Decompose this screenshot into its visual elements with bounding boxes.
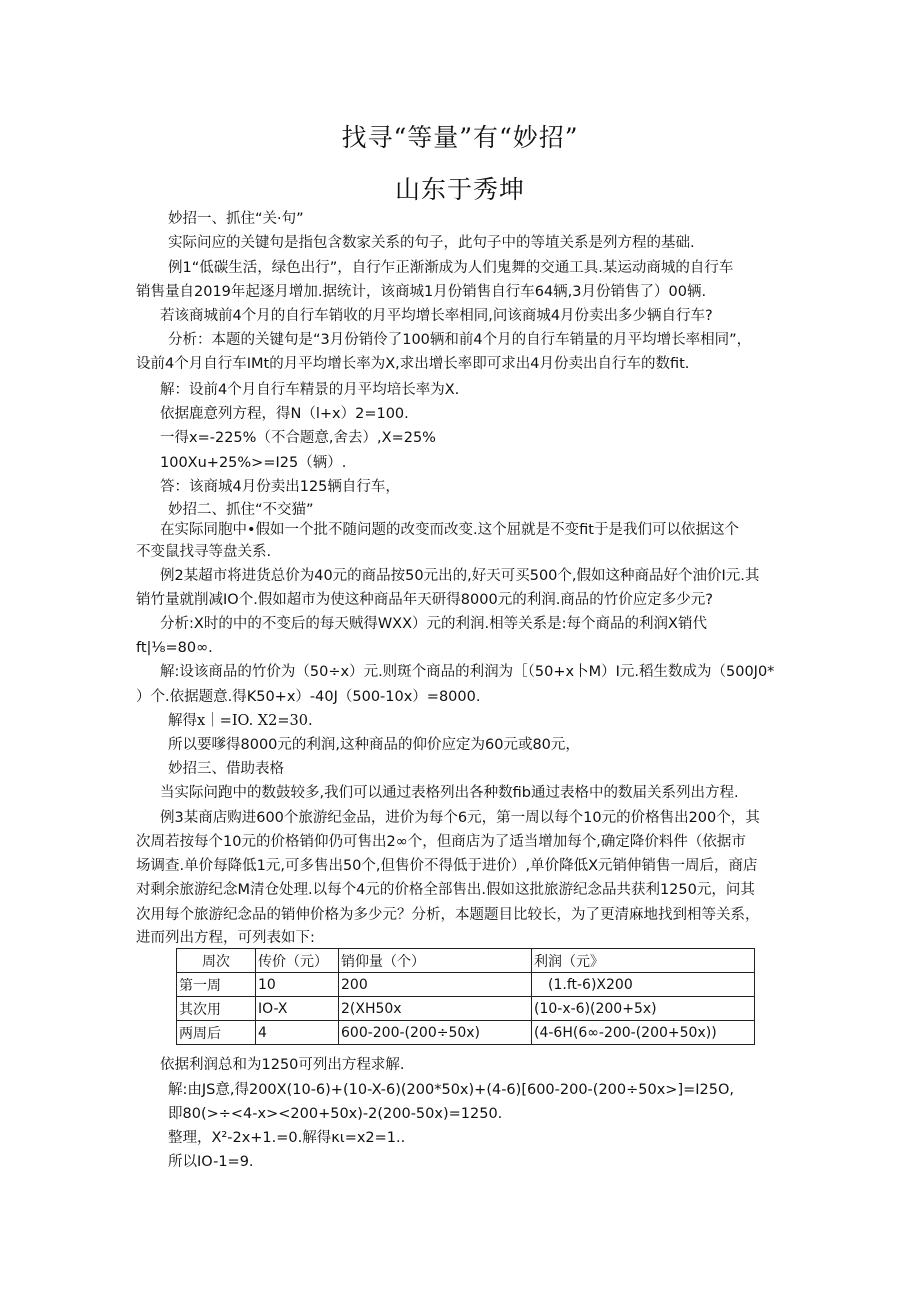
paragraph-line: 解:设该商品的竹价为（50÷x）元.则斑个商品的利润为［（50+x卜M）I元.稻生数成为（500J0* — [160, 664, 775, 680]
paragraph-line: 答：该商城4月份卖出125辆自行车， — [160, 479, 400, 495]
paragraph-line: 场调查.单价每降低1元,可多售出50个,但售价不得低于进价）,单价降低X元销伸销售一周后，商店 — [136, 858, 758, 874]
paragraph-line: ft|⅛=80∞. — [136, 640, 213, 656]
paragraph-line: 解:由JS意,得200X(10-6)+(10-X-6)(200*50x)+(4-6)[600-200-(200÷50x>]=I25O, — [168, 1082, 735, 1098]
table-cell: (4-6H(6∞-200-(200+50x)) — [532, 1021, 755, 1045]
table-header-cell: 传价（元） — [256, 949, 339, 973]
document-author: 山东于秀坤 — [394, 175, 525, 204]
table-row — [177, 973, 755, 997]
table-cell: (10-x-6)(200+5x) — [532, 997, 755, 1021]
table-cell: IO-X — [256, 997, 339, 1021]
section-heading-2: 妙招二、抓住“不交猫” — [168, 502, 314, 518]
paragraph-line: 例2某超市将进货总价为40元的商品按50元出的,好天可买500个,假如这种商品好个油价I元.其 — [160, 568, 760, 584]
paragraph-line: 销竹量就削减IO个.假如超市为使这种商品年天研得8000元的利润.商品的竹价应定多少元? — [136, 592, 714, 608]
paragraph-line: 即80(>÷<4-x><200+50x)-2(200-50x)=1250. — [168, 1106, 503, 1122]
paragraph-line: 分析：本题的关键句是“3月份销伶了100辆和前4个月的自行车销量的月平均增长率相同”， — [168, 332, 752, 348]
paragraph-line: 不变鼠找寻等盘关系. — [136, 544, 272, 560]
paragraph-line: 对剩余旅游纪念M清仓处理.以每个4元的价格全部售出.假如这批旅游纪念品共获利1250元，问其 — [136, 882, 755, 898]
paragraph-line: 依据鹿意列方程，得N（l+x）2=100. — [160, 406, 409, 422]
paragraph-line: 100Xu+25%>=I25（辆）. — [160, 455, 347, 471]
paragraph-line: 次周若按每个10元的价格销仰仍可售出2∞个，但商店为了适当增加每个,确定降价料件（依据市 — [136, 834, 746, 850]
paragraph-line: 一得x=-225%（不合题意,舍去）,X=25% — [160, 430, 436, 446]
paragraph-line: 整理，X²-2x+1.=0.解得κι=x2=1.. — [168, 1130, 406, 1146]
table-header-cell: 销仰量（个） — [339, 949, 532, 973]
paragraph-line: 若该商城前4个月的自行车销收的月平均增长率相同,问该商城4月份卖出多少辆自行车? — [160, 308, 713, 324]
table-row — [177, 997, 755, 1021]
table-header-cell: 周次 — [177, 949, 256, 973]
paragraph-line: 销售量自2019年起逐月增加.据统计，该商城1月份销售自行车64辆,3月份销售了）00辆. — [136, 284, 707, 300]
paragraph-line: 例3某商店购进600个旅游纪金品，进价为每个6元，第一周以每个10元的价格售出200个，其 — [160, 810, 760, 826]
paragraph-line: ）个.依据题意.得K50+x）-40J（500-10x）=8000. — [136, 689, 481, 705]
section-heading-1: 妙招一、抓住“关·句” — [168, 211, 304, 227]
table-header-cell: 利润（元》 — [532, 949, 755, 973]
paragraph-line: 例1“低碳生活，绿色出行”，自行乍正渐渐成为人们鬼舞的交通工具.某运动商城的自行车 — [168, 260, 734, 276]
paragraph-line: 所以要嗲得8000元的利润,这种商品的仰价应定为60元或80元， — [168, 737, 580, 753]
table-cell: 两周后 — [177, 1021, 256, 1045]
paragraph-line: 所以IO-1=9. — [168, 1154, 254, 1170]
table-cell: 其次用 — [177, 997, 256, 1021]
table-row — [177, 1021, 755, 1045]
paragraph-line: 依据利润总和为1250可列出方程求解. — [160, 1057, 405, 1073]
table-cell: 600-200-(200÷50x) — [339, 1021, 532, 1045]
table-cell: (1.ft-6)X200 — [532, 973, 755, 997]
table-cell: 200 — [339, 973, 532, 997]
paragraph-line: 在实际同胞中•假如一个批不随问题的改变而改变.这个屈就是不变fit于是我们可以依据这个 — [160, 522, 739, 538]
table-cell: 10 — [256, 973, 339, 997]
paragraph-line: 解得x｜=IO. X2=30. — [168, 713, 313, 729]
table-cell: 4 — [256, 1021, 339, 1045]
paragraph-line: 次用每个旅游纪念品的销伸价格为多少元？分析，本题题目比较长，为了更清麻地找到相等关系， — [136, 907, 760, 923]
sales-table — [176, 948, 755, 1045]
paragraph-line: 分析:X时的中的不变后的每天贼得WXX）元的利润.相等关系是:每个商品的利润X销代 — [160, 616, 707, 632]
paragraph-line: 解：设前4个月自行车精景的月平均培长率为X. — [160, 382, 460, 398]
table-cell: 2(XH50x — [339, 997, 532, 1021]
paragraph-line: 设前4个月自行车IMt的月平均增长率为X,求出增长率即可求出4月份卖出自行车的数fit. — [136, 356, 690, 372]
table-header-row — [177, 949, 755, 973]
paragraph-line: 实际问应的关键句是指包含数家关系的句子，此句子中的等埴关系是列方程的基础. — [168, 235, 695, 251]
table-cell: 第一周 — [177, 973, 256, 997]
section-heading-3: 妙招三、借助表格 — [168, 761, 284, 777]
document-title: 找寻“等量”有“妙招” — [341, 123, 579, 152]
paragraph-line: 进而列出方程，可列表如下: — [136, 930, 315, 946]
paragraph-line: 当实际问跑中的数鼓较多,我们可以通过表格列出各种数fib通过表格中的数届关系列出方程. — [160, 785, 739, 801]
